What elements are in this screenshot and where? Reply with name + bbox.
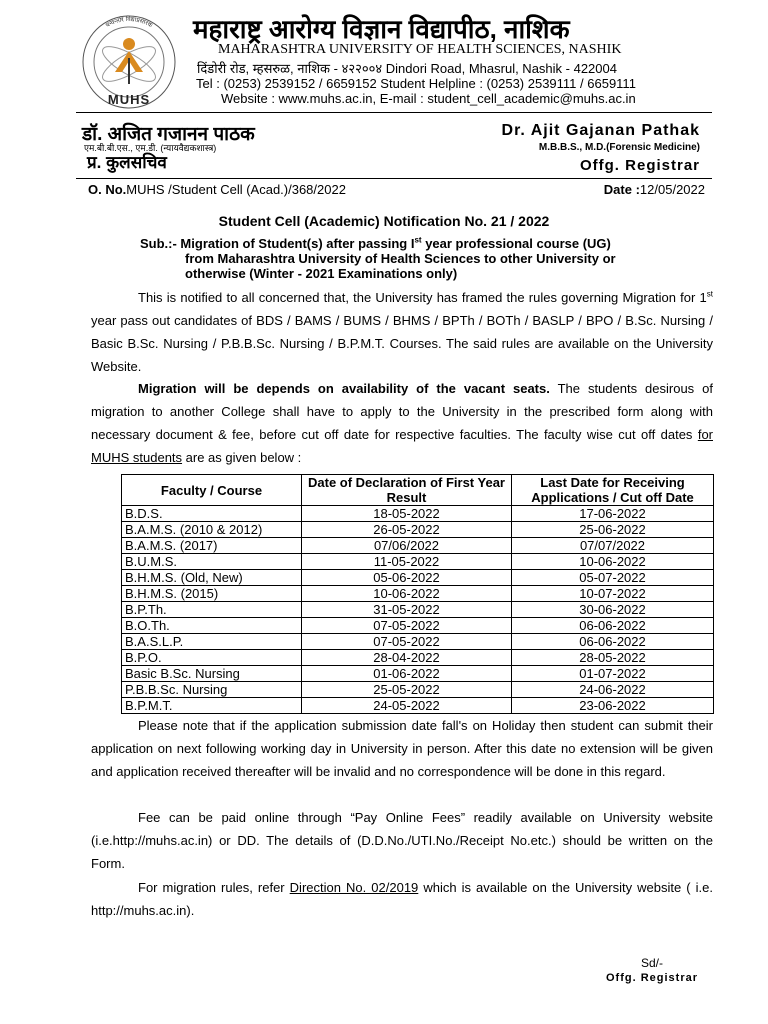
order-date: Date :12/05/2022 xyxy=(603,182,705,197)
table-row xyxy=(122,506,714,522)
logo-text: MUHS xyxy=(107,92,151,107)
registrar-divider xyxy=(76,178,712,179)
paragraph-migration: Migration will be depends on availability of the vacant seats. The students desirous of migration to another College shall have to apply to the University in the prescribed form along with necessary document & fee, before cut off date for respective faculties. The faculty wise cut off dates for MUHS students are as given below : xyxy=(91,381,713,465)
result-date-cell: 26-05-2022 xyxy=(302,522,512,538)
header-divider xyxy=(76,112,712,113)
cutoff-date-cell: 06-06-2022 xyxy=(512,634,714,650)
result-date-cell: 05-06-2022 xyxy=(302,570,512,586)
table-header-row xyxy=(122,475,714,506)
paragraph-intro: This is notified to all concerned that, the University has framed the rules governing Migration for 1st year pass out candidates of BDS / BAMS / BUMS / BHMS / BPTh / BOTh / BASLP / BPO / B.Sc. Nursing / Basic B.Sc. Nursing / P.B.B.Sc. Nursing / B.P.M.T. Courses. The said rules are available on the University Website. xyxy=(91,289,713,374)
course-cell: B.D.S. xyxy=(122,506,302,522)
result-date-cell: 18-05-2022 xyxy=(302,506,512,522)
university-website: Website : www.muhs.ac.in, E-mail : student_cell_academic@muhs.ac.in xyxy=(221,91,636,106)
course-cell: B.P.M.T. xyxy=(122,698,302,714)
table-row xyxy=(122,650,714,666)
cutoff-date-cell: 10-07-2022 xyxy=(512,586,714,602)
registrar-name-english: Dr. Ajit Gajanan Pathak xyxy=(501,122,700,139)
registrar-name-marathi: डॉ. अजित गजानन पाठक xyxy=(82,124,255,145)
course-cell: B.H.M.S. (Old, New) xyxy=(122,570,302,586)
university-name-english: MAHARASHTRA UNIVERSITY OF HEALTH SCIENCES, NASHIK xyxy=(218,42,622,57)
table-row xyxy=(122,666,714,682)
result-date-cell: 07-05-2022 xyxy=(302,618,512,634)
registrar-qualification-marathi: एम.बी.बी.एस., एम.डी. (न्यायवैद्यकशास्त्र) xyxy=(84,143,217,153)
registrar-title-english: Offg. Registrar xyxy=(579,157,700,174)
table-row xyxy=(122,634,714,650)
result-date-cell: 25-05-2022 xyxy=(302,682,512,698)
signature-sd: Sd/- xyxy=(641,956,664,970)
registrar-qualification-english: M.B.B.S., M.D.(Forensic Medicine) xyxy=(538,142,700,153)
result-date-cell: 07-05-2022 xyxy=(302,634,512,650)
course-cell: B.U.M.S. xyxy=(122,554,302,570)
cutoff-date-cell: 17-06-2022 xyxy=(512,506,714,522)
table-row xyxy=(122,522,714,538)
result-date-cell: 11-05-2022 xyxy=(302,554,512,570)
paragraph-rules: For migration rules, refer Direction No. 02/2019 which is available on the University website ( i.e. http://muhs.ac.in). xyxy=(91,880,713,918)
paragraph-holiday-note: Please note that if the application submission date fall's on Holiday then student can submit their application on next following working day in University in person. After this date no extension will be given and application received thereafter will be invalid and no correspondence will be done in this regard. xyxy=(91,718,713,779)
result-date-cell: 01-06-2022 xyxy=(302,666,512,682)
cutoff-date-cell: 30-06-2022 xyxy=(512,602,714,618)
course-cell: B.P.O. xyxy=(122,650,302,666)
signature-title: Offg. Registrar xyxy=(606,972,699,984)
table-row xyxy=(122,698,714,714)
direction-link[interactable]: Direction No. 02/2019 xyxy=(289,880,419,895)
logo-ring-text: धन्वन्तरि विद्याप्रसारक xyxy=(104,15,154,30)
table-row xyxy=(122,538,714,554)
column-header-course: Faculty / Course xyxy=(122,475,302,506)
column-header-cutoff-date: Last Date for Receiving Applications / Cut off Date xyxy=(512,475,714,506)
university-address: दिंडोरी रोड, म्हसरुळ, नाशिक - ४२२००४ Dindori Road, Mhasrul, Nashik - 422004 xyxy=(197,61,617,76)
table-row xyxy=(122,682,714,698)
course-cell: P.B.B.Sc. Nursing xyxy=(122,682,302,698)
cutoff-date-cell: 28-05-2022 xyxy=(512,650,714,666)
course-cell: B.A.S.L.P. xyxy=(122,634,302,650)
result-date-cell: 07/06/2022 xyxy=(302,538,512,554)
cutoff-date-cell: 25-06-2022 xyxy=(512,522,714,538)
course-cell: B.A.M.S. (2017) xyxy=(122,538,302,554)
cutoff-date-cell: 07/07/2022 xyxy=(512,538,714,554)
result-date-cell: 28-04-2022 xyxy=(302,650,512,666)
result-date-cell: 10-06-2022 xyxy=(302,586,512,602)
notification-title: Student Cell (Academic) Notification No. 21 / 2022 xyxy=(218,213,550,229)
result-date-cell: 31-05-2022 xyxy=(302,602,512,618)
cutoff-date-cell: 01-07-2022 xyxy=(512,666,714,682)
course-cell: B.O.Th. xyxy=(122,618,302,634)
table-row xyxy=(122,586,714,602)
result-date-cell: 24-05-2022 xyxy=(302,698,512,714)
university-telephone: Tel : (0253) 2539152 / 6659152 Student Helpline : (0253) 2539111 / 6659111 xyxy=(196,76,636,91)
column-header-result-date: Date of Declaration of First Year Result xyxy=(302,475,512,506)
paragraph-fee: Fee can be paid online through “Pay Online Fees” readily available on University website (i.e.http://muhs.ac.in) or DD. The details of (D.D.No./UTI.No./Receipt No.etc.) should be written on the Form. xyxy=(91,810,713,871)
cutoff-date-cell: 06-06-2022 xyxy=(512,618,714,634)
cutoff-date-cell: 05-07-2022 xyxy=(512,570,714,586)
course-cell: B.A.M.S. (2010 & 2012) xyxy=(122,522,302,538)
table-row xyxy=(122,570,714,586)
notification-subject: Sub.:- Migration of Student(s) after passing Ist year professional course (UG) from Maharashtra University of Health Sciences to other University or otherwise (Winter - 2021 Examinations only) xyxy=(140,235,616,281)
table-row xyxy=(122,602,714,618)
table-row xyxy=(122,554,714,570)
order-number: O. No.MUHS /Student Cell (Acad.)/368/2022 xyxy=(88,182,346,197)
course-cell: B.P.Th. xyxy=(122,602,302,618)
cutoff-date-cell: 23-06-2022 xyxy=(512,698,714,714)
university-name-marathi: महाराष्ट्र आरोग्य विज्ञान विद्यापीठ, नाशिक xyxy=(193,14,570,44)
table-row xyxy=(122,618,714,634)
registrar-title-marathi: प्र. कुलसचिव xyxy=(87,153,167,172)
cutoff-date-cell: 24-06-2022 xyxy=(512,682,714,698)
course-cell: Basic B.Sc. Nursing xyxy=(122,666,302,682)
cutoff-dates-table xyxy=(121,474,714,714)
course-cell: B.H.M.S. (2015) xyxy=(122,586,302,602)
cutoff-date-cell: 10-06-2022 xyxy=(512,554,714,570)
